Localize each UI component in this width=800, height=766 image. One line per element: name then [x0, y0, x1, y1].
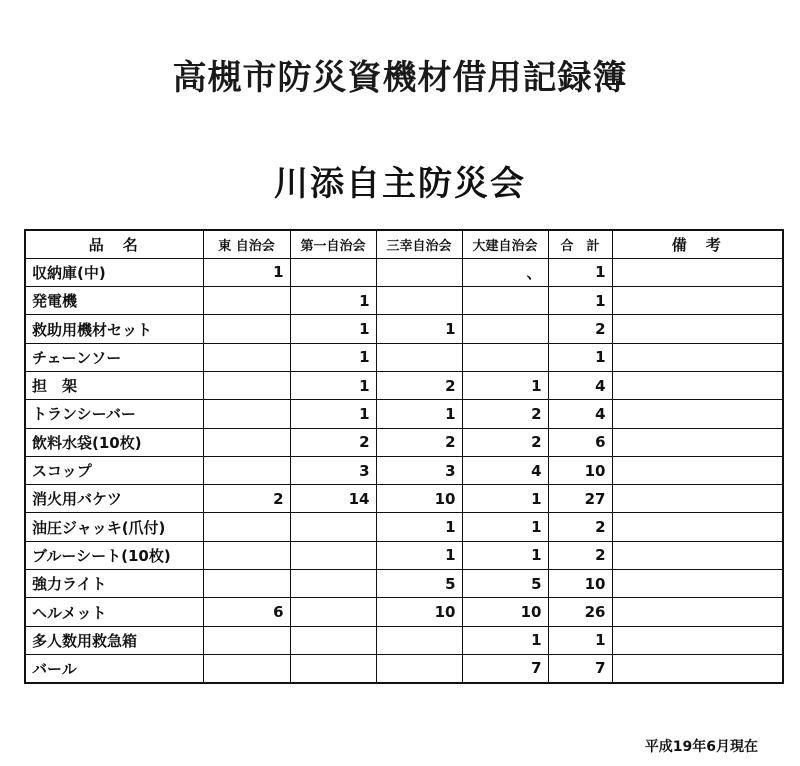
cell-sanko: 10	[376, 485, 462, 513]
cell-note	[612, 456, 783, 484]
cell-daiichi: 1	[290, 371, 376, 399]
cell-note	[612, 513, 783, 541]
cell-higashi	[203, 428, 290, 456]
table-row	[25, 371, 783, 399]
cell-daiichi: 14	[290, 485, 376, 513]
header-total: 合 計	[548, 230, 612, 258]
cell-daiken: 1	[462, 541, 548, 569]
header-note: 備 考	[612, 230, 783, 258]
cell-daiichi: 1	[290, 400, 376, 428]
cell-total: 1	[548, 343, 612, 371]
item-name: 収納庫(中)	[25, 258, 203, 286]
cell-higashi	[203, 400, 290, 428]
page-title: 高槻市防災資機材借用記録簿	[172, 58, 628, 98]
item-name: 強力ライト	[25, 570, 203, 598]
cell-daiken: 、	[462, 258, 548, 286]
cell-daiken: 1	[462, 485, 548, 513]
header-higashi: 東 自治会	[203, 230, 290, 258]
cell-higashi	[203, 570, 290, 598]
cell-higashi	[203, 541, 290, 569]
header-daiken: 大建自治会	[462, 230, 548, 258]
organization-name: 川添自主防災会	[274, 164, 526, 204]
table-row	[25, 654, 783, 682]
item-name: バール	[25, 654, 203, 682]
cell-note	[612, 541, 783, 569]
cell-total: 1	[548, 258, 612, 286]
cell-note	[612, 598, 783, 626]
cell-note	[612, 287, 783, 315]
header-sanko: 三幸自治会	[376, 230, 462, 258]
cell-note	[612, 343, 783, 371]
cell-note	[612, 371, 783, 399]
cell-daiken: 1	[462, 626, 548, 654]
cell-higashi	[203, 513, 290, 541]
cell-daiichi	[290, 626, 376, 654]
cell-daiken: 4	[462, 456, 548, 484]
cell-daiichi	[290, 654, 376, 682]
cell-sanko	[376, 287, 462, 315]
cell-sanko: 1	[376, 513, 462, 541]
cell-total: 7	[548, 654, 612, 682]
cell-sanko	[376, 258, 462, 286]
cell-note	[612, 315, 783, 343]
table-row	[25, 513, 783, 541]
equipment-ledger-table	[24, 229, 784, 684]
cell-sanko: 10	[376, 598, 462, 626]
item-name: 担 架	[25, 371, 203, 399]
cell-sanko: 3	[376, 456, 462, 484]
cell-daiichi: 1	[290, 315, 376, 343]
cell-total: 6	[548, 428, 612, 456]
cell-note	[612, 258, 783, 286]
cell-total: 2	[548, 541, 612, 569]
cell-daiken: 2	[462, 428, 548, 456]
cell-daiichi: 1	[290, 287, 376, 315]
cell-daiichi: 1	[290, 343, 376, 371]
item-name: ブルーシート(10枚)	[25, 541, 203, 569]
cell-note	[612, 654, 783, 682]
cell-higashi: 2	[203, 485, 290, 513]
cell-total: 10	[548, 456, 612, 484]
as-of-date: 平成19年6月現在	[644, 739, 758, 755]
item-name: 発電機	[25, 287, 203, 315]
cell-note	[612, 485, 783, 513]
cell-higashi	[203, 654, 290, 682]
cell-sanko	[376, 654, 462, 682]
cell-higashi	[203, 371, 290, 399]
cell-higashi	[203, 626, 290, 654]
cell-total: 10	[548, 570, 612, 598]
cell-total: 27	[548, 485, 612, 513]
cell-total: 4	[548, 400, 612, 428]
cell-total: 2	[548, 315, 612, 343]
item-name: チェーンソー	[25, 343, 203, 371]
cell-total: 2	[548, 513, 612, 541]
cell-total: 4	[548, 371, 612, 399]
item-name: 救助用機材セット	[25, 315, 203, 343]
cell-total: 1	[548, 287, 612, 315]
item-name: 多人数用救急箱	[25, 626, 203, 654]
cell-total: 26	[548, 598, 612, 626]
cell-daiichi	[290, 541, 376, 569]
cell-daiken: 7	[462, 654, 548, 682]
cell-note	[612, 570, 783, 598]
item-name: 油圧ジャッキ(爪付)	[25, 513, 203, 541]
cell-sanko: 2	[376, 428, 462, 456]
cell-daiken: 5	[462, 570, 548, 598]
cell-note	[612, 626, 783, 654]
cell-sanko	[376, 626, 462, 654]
table-header-row	[25, 230, 783, 258]
cell-sanko: 1	[376, 315, 462, 343]
cell-daiichi: 3	[290, 456, 376, 484]
header-daiichi: 第一自治会	[290, 230, 376, 258]
cell-note	[612, 400, 783, 428]
table-row	[25, 485, 783, 513]
cell-sanko: 5	[376, 570, 462, 598]
table-row	[25, 258, 783, 286]
table-row	[25, 287, 783, 315]
cell-daiken: 1	[462, 371, 548, 399]
cell-daiken: 2	[462, 400, 548, 428]
table-row	[25, 428, 783, 456]
item-name: 飲料水袋(10枚)	[25, 428, 203, 456]
cell-sanko: 1	[376, 541, 462, 569]
cell-higashi	[203, 315, 290, 343]
cell-higashi	[203, 456, 290, 484]
item-name: スコップ	[25, 456, 203, 484]
cell-higashi	[203, 343, 290, 371]
cell-sanko: 1	[376, 400, 462, 428]
cell-daiken	[462, 315, 548, 343]
table-row	[25, 598, 783, 626]
cell-daiken: 1	[462, 513, 548, 541]
cell-daiichi	[290, 258, 376, 286]
cell-note	[612, 428, 783, 456]
cell-higashi	[203, 287, 290, 315]
cell-daiken	[462, 287, 548, 315]
cell-daiichi	[290, 598, 376, 626]
table-row	[25, 343, 783, 371]
cell-total: 1	[548, 626, 612, 654]
table-row	[25, 626, 783, 654]
item-name: 消火用バケツ	[25, 485, 203, 513]
cell-daiken	[462, 343, 548, 371]
table-body	[25, 258, 783, 682]
table-row	[25, 541, 783, 569]
header-item: 品 名	[25, 230, 203, 258]
cell-daiichi: 2	[290, 428, 376, 456]
cell-daiichi	[290, 513, 376, 541]
cell-sanko: 2	[376, 371, 462, 399]
cell-higashi: 1	[203, 258, 290, 286]
table-row	[25, 315, 783, 343]
table-row	[25, 456, 783, 484]
item-name: トランシーバー	[25, 400, 203, 428]
table-row	[25, 400, 783, 428]
cell-sanko	[376, 343, 462, 371]
cell-daiken: 10	[462, 598, 548, 626]
table-row	[25, 570, 783, 598]
cell-higashi: 6	[203, 598, 290, 626]
cell-daiichi	[290, 570, 376, 598]
item-name: ヘルメット	[25, 598, 203, 626]
